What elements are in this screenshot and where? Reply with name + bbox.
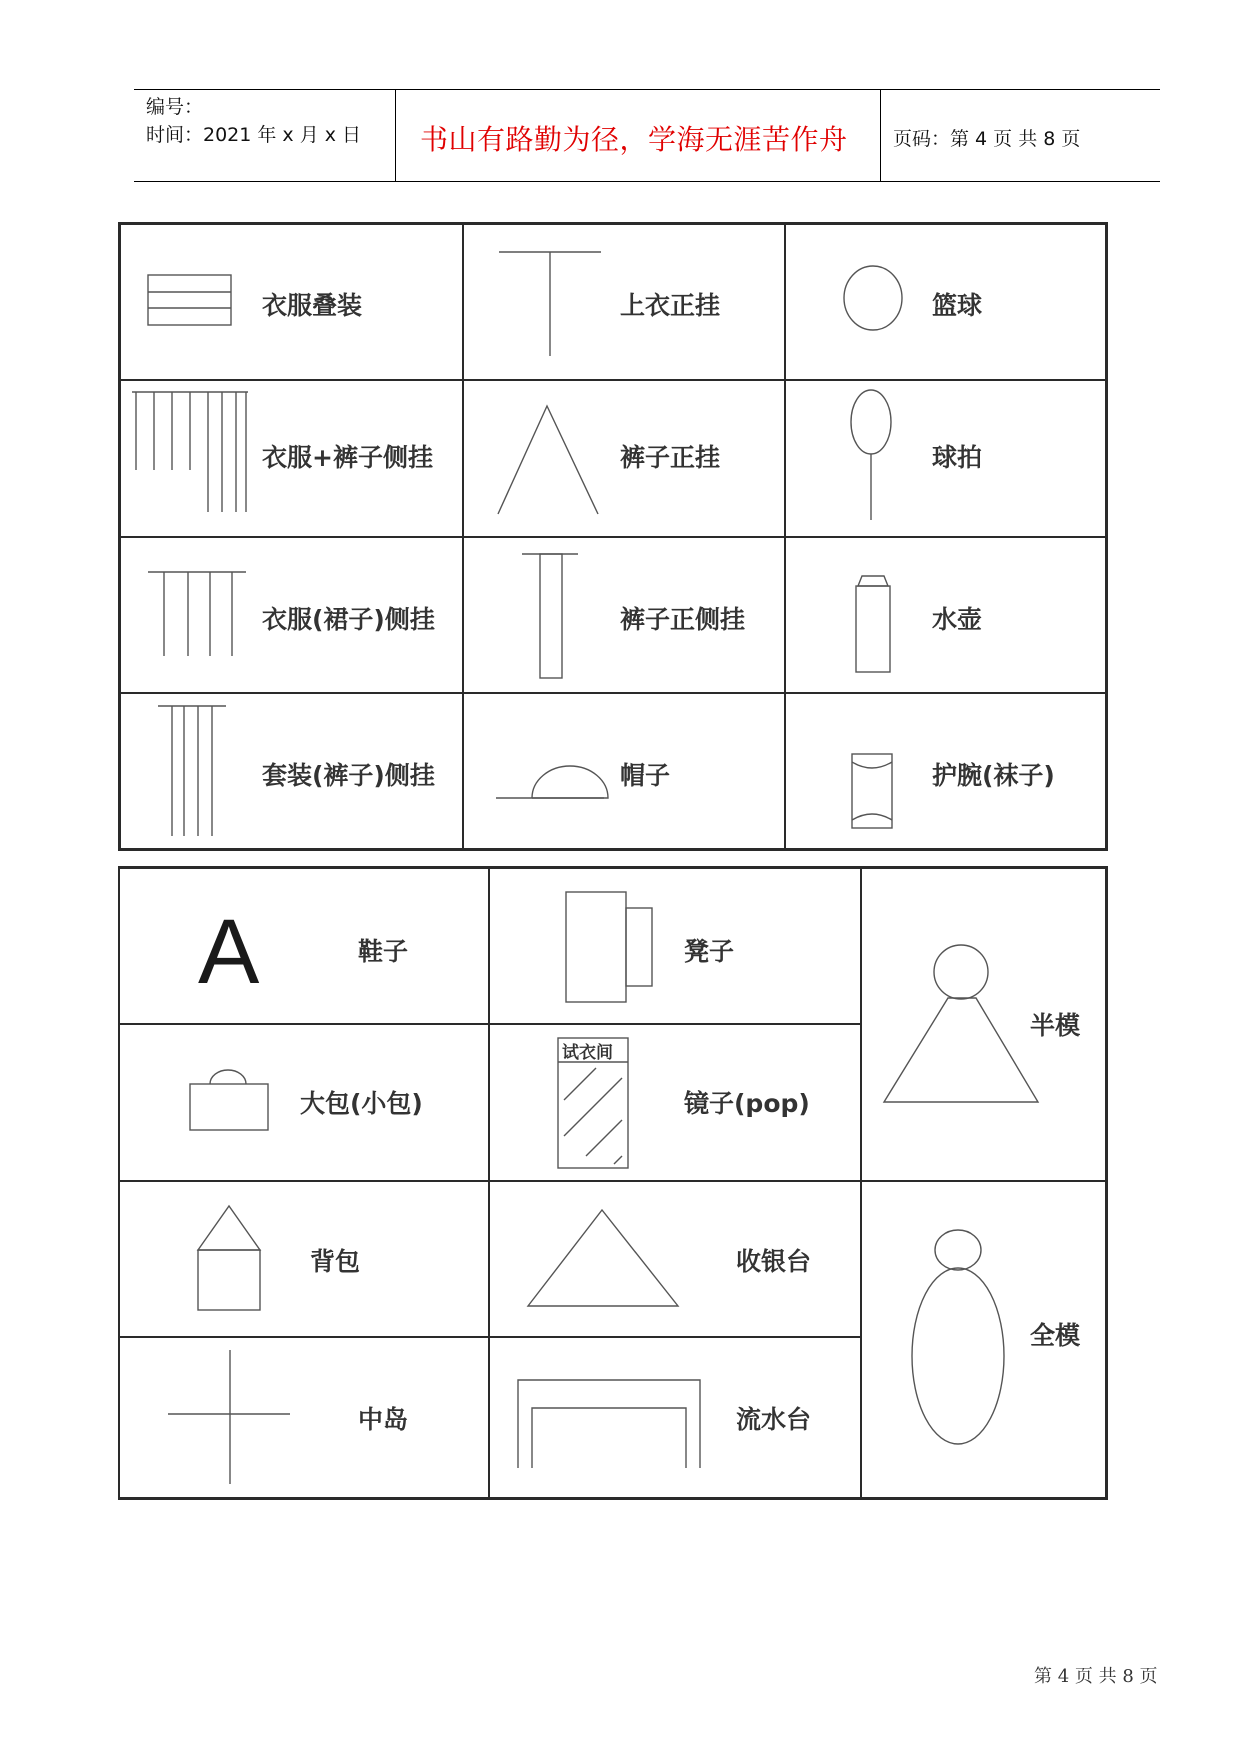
table2-vline <box>118 866 120 1500</box>
stool-icon <box>562 888 656 1006</box>
label-wristband-socks: 护腕(袜子) <box>932 761 1055 790</box>
label-stool: 凳子 <box>684 937 735 966</box>
table1-hline <box>118 379 1108 381</box>
table2-vline <box>488 866 490 1500</box>
label-water-bottle: 水壶 <box>932 605 983 634</box>
label-suit-side-hang: 套装(裤子)侧挂 <box>262 761 435 790</box>
racket-icon <box>846 386 896 524</box>
pants-front-side-hang-icon <box>518 548 582 682</box>
hat-icon <box>492 754 612 804</box>
wristband-icon <box>848 750 896 832</box>
table1-vline <box>1105 222 1108 851</box>
label-counter: 流水台 <box>736 1405 812 1434</box>
footer-page-number: 第 4 页 共 8 页 <box>1034 1666 1158 1687</box>
label-side-hang-clothes-pants: 衣服+裤子侧挂 <box>262 443 433 472</box>
table1-hline <box>118 848 1108 851</box>
table2-vline <box>1105 866 1108 1500</box>
side-hang-clothes-pants-icon <box>128 388 252 520</box>
pants-front-hang-icon <box>492 400 604 520</box>
label-backpack: 背包 <box>310 1247 361 1276</box>
suit-side-hang-icon <box>154 700 230 842</box>
label-half-mannequin: 半模 <box>1030 1011 1081 1040</box>
backpack-icon <box>194 1200 264 1314</box>
label-bag: 大包(小包) <box>300 1089 423 1118</box>
label-folded-clothes: 衣服叠装 <box>262 291 363 320</box>
half-mannequin-icon <box>880 940 1044 1108</box>
table1-vline <box>118 222 121 851</box>
table2-hline <box>118 1497 1108 1500</box>
table1-vline <box>462 222 464 851</box>
shoes-icon: A <box>198 901 260 1003</box>
label-pants-front-side-hang: 裤子正侧挂 <box>620 605 746 634</box>
top-front-hang-icon <box>495 248 605 360</box>
header-bottom-rule <box>134 181 1160 182</box>
motto: 书山有路勤为径，学海无涯苦作舟 <box>420 123 848 156</box>
label-racket: 球拍 <box>932 443 983 472</box>
label-full-mannequin: 全模 <box>1030 1321 1081 1350</box>
folded-clothes-icon <box>145 272 235 328</box>
label-side-hang-skirt: 衣服(裙子)侧挂 <box>262 605 435 634</box>
counter-icon <box>514 1376 704 1472</box>
label-cashier: 收银台 <box>736 1247 812 1276</box>
header-divider-right <box>880 89 881 181</box>
label-basketball: 篮球 <box>932 291 983 320</box>
label-shoes: 鞋子 <box>358 937 409 966</box>
header-divider-left <box>395 89 396 181</box>
label-top-front-hang: 上衣正挂 <box>620 291 721 320</box>
table1-hline <box>118 692 1108 694</box>
side-hang-skirt-icon <box>144 566 250 660</box>
cashier-icon <box>524 1206 682 1310</box>
basketball-icon <box>840 262 906 334</box>
label-hat: 帽子 <box>620 761 671 790</box>
header-top-rule <box>134 89 1160 90</box>
label-mirror: 镜子(pop) <box>684 1089 810 1118</box>
table1-hline <box>118 222 1108 225</box>
table1-hline <box>118 536 1108 538</box>
full-mannequin-icon <box>906 1226 1010 1448</box>
label-island: 中岛 <box>358 1405 409 1434</box>
page-label: 页码：第 4 页 共 8 页 <box>893 128 1081 150</box>
fitting-room-label: 试衣间 <box>562 1043 613 1063</box>
island-icon <box>164 1346 294 1488</box>
table2-hline <box>118 866 1108 869</box>
label-pants-front-hang: 裤子正挂 <box>620 443 721 472</box>
serial-number-label: 编号： <box>146 96 204 118</box>
table2-hline <box>118 1180 1108 1182</box>
water-bottle-icon <box>852 572 894 676</box>
table2-vline <box>860 866 862 1500</box>
bag-icon <box>186 1064 272 1134</box>
time-label: 时间：2021 年 x 月 x 日 <box>146 124 362 146</box>
table1-vline <box>784 222 786 851</box>
